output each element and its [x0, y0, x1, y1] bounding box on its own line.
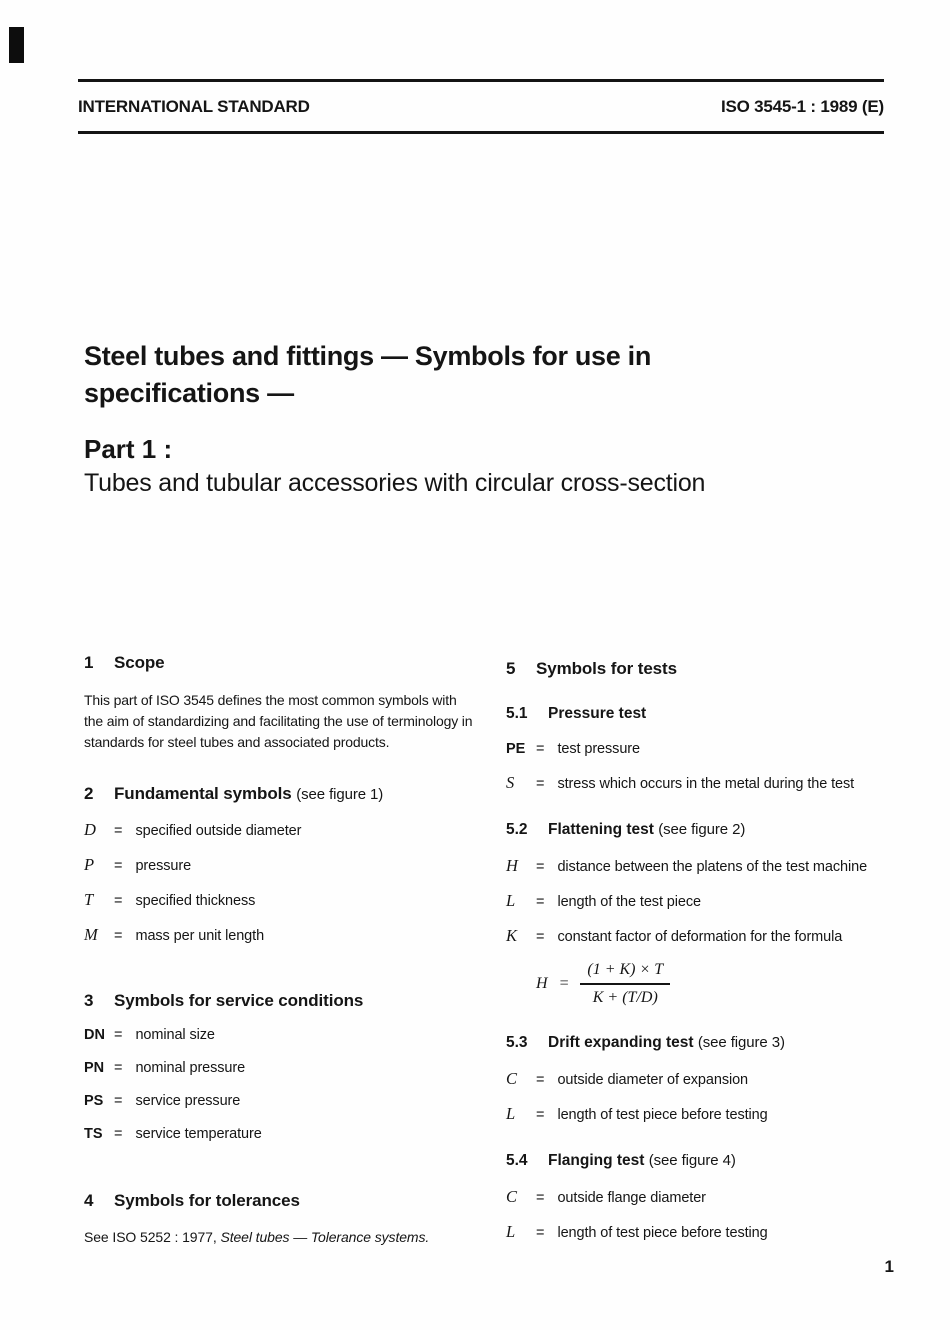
def-symbol: PS	[84, 1093, 104, 1109]
def-text: stress which occurs in the metal during the test	[557, 776, 855, 792]
def-symbol: P	[84, 855, 95, 874]
def-row	[506, 1069, 906, 1090]
def-text: distance between the platens of the test machine	[557, 859, 868, 875]
subsection-note: (see figure 2)	[658, 821, 746, 838]
section-note: (see figure 1)	[296, 786, 384, 803]
tolerance-reference	[84, 1229, 476, 1245]
subsection-title: Flattening test	[548, 821, 654, 838]
reference-italic-title: Steel tubes — Tolerance systems.	[220, 1229, 430, 1245]
subsection-heading-drift-expanding-test	[506, 1033, 906, 1053]
def-text: outside flange diameter	[557, 1190, 706, 1206]
def-symbol: K	[506, 926, 518, 945]
header-right-label: ISO 3545-1 : 1989 (E)	[720, 96, 884, 116]
def-symbol: S	[506, 773, 515, 792]
section-heading-fundamental	[84, 783, 476, 806]
def-text: outside diameter of expansion	[557, 1072, 749, 1088]
reference-plain-text: See ISO 5252 : 1977,	[84, 1229, 217, 1245]
def-symbol: L	[506, 1104, 516, 1123]
section-title: Symbols for tolerances	[114, 1191, 300, 1210]
equals-sign: =	[114, 1093, 123, 1109]
scope-paragraph: This part of ISO 3545 defines the most common symbols with the aim of standardizing and facilitating the use of terminology in standards for steel tubes and associated products.	[84, 692, 473, 750]
equals-sign: =	[536, 1107, 545, 1123]
def-symbol: L	[506, 891, 516, 910]
equals-sign: =	[114, 858, 123, 874]
column-right	[506, 652, 906, 1245]
def-symbol: C	[506, 1069, 518, 1088]
def-row	[506, 773, 906, 794]
equals-sign: =	[536, 894, 545, 910]
equals-sign: =	[114, 928, 123, 944]
def-row	[506, 926, 906, 947]
def-row	[506, 1222, 906, 1243]
column-left	[84, 652, 476, 1245]
def-text: length of the test piece	[557, 894, 701, 910]
section-title: Symbols for tests	[536, 659, 677, 678]
def-row	[84, 1092, 476, 1111]
equals-sign: =	[114, 1027, 123, 1043]
document-subtitle: Tubes and tubular accessories with circular cross-section	[84, 469, 706, 497]
subsection-number: 5.4	[506, 1152, 528, 1169]
def-text: nominal size	[135, 1027, 215, 1043]
def-symbol: PE	[506, 741, 526, 757]
def-text: nominal pressure	[135, 1060, 246, 1076]
document-title	[84, 338, 890, 412]
equals-sign: =	[114, 823, 123, 839]
equals-sign: =	[114, 1126, 123, 1142]
subsection-number: 5.3	[506, 1034, 528, 1051]
def-row	[84, 820, 476, 841]
def-text: length of test piece before testing	[557, 1107, 768, 1123]
def-symbol: H	[506, 856, 518, 875]
def-row	[506, 891, 906, 912]
def-text: length of test piece before testing	[557, 1225, 768, 1241]
formula-lhs: H	[536, 975, 548, 992]
page-number: 1	[884, 1257, 894, 1276]
subsection-number: 5.2	[506, 821, 528, 838]
def-symbol: C	[506, 1187, 518, 1206]
section-title: Fundamental symbols	[114, 784, 292, 803]
equals-sign: =	[536, 1190, 545, 1206]
section-title: Scope	[114, 653, 165, 672]
def-row	[84, 925, 476, 946]
section-heading-tolerances	[84, 1190, 476, 1212]
def-symbol: TS	[84, 1126, 103, 1142]
subsection-title: Flanging test	[548, 1152, 645, 1169]
section-number: 5	[506, 659, 516, 678]
def-text: pressure	[135, 858, 192, 874]
section-title: Symbols for service conditions	[114, 991, 364, 1010]
def-row	[84, 1059, 476, 1078]
section-number: 1	[84, 653, 94, 672]
part-heading: Part 1 :	[84, 434, 173, 464]
def-row	[506, 740, 906, 759]
def-text: service temperature	[135, 1126, 262, 1142]
def-symbol: L	[506, 1222, 516, 1241]
subsection-heading-flanging-test	[506, 1151, 906, 1171]
def-row	[84, 1026, 476, 1045]
page-header	[78, 79, 884, 134]
subsection-note: (see figure 3)	[697, 1034, 785, 1051]
def-text: constant factor of deformation for the formula	[557, 929, 843, 945]
two-column-body	[84, 652, 906, 1245]
subsection-title: Drift expanding test	[548, 1034, 694, 1051]
subsection-title: Pressure test	[548, 705, 647, 722]
equals-sign: =	[536, 1072, 545, 1088]
subsection-note: (see figure 4)	[648, 1152, 736, 1169]
section-number: 3	[84, 991, 94, 1010]
formula-denominator: K + (T/D)	[592, 989, 658, 1006]
section-heading-tests	[506, 658, 906, 680]
formula-fraction	[580, 961, 670, 1007]
def-row	[84, 890, 476, 911]
def-text: specified thickness	[135, 893, 256, 909]
section-number: 2	[84, 784, 94, 803]
subsection-number: 5.1	[506, 705, 528, 722]
def-row	[506, 1187, 906, 1208]
section-heading-service	[84, 990, 476, 1012]
equals-sign: =	[536, 741, 545, 757]
equals-sign: =	[536, 929, 545, 945]
def-symbol: D	[84, 820, 96, 839]
def-symbol: PN	[84, 1060, 105, 1076]
def-text: specified outside diameter	[135, 823, 302, 839]
def-row	[506, 1104, 906, 1125]
def-text: mass per unit length	[135, 928, 265, 944]
def-text: service pressure	[135, 1093, 241, 1109]
def-row	[84, 855, 476, 876]
def-row	[84, 1125, 476, 1144]
subsection-heading-flattening-test	[506, 820, 906, 840]
def-text: test pressure	[557, 741, 640, 757]
equals-sign: =	[114, 893, 123, 909]
flattening-formula	[536, 961, 906, 1007]
document-title-line1: Steel tubes and fittings — Symbols for use in	[84, 341, 652, 371]
section-heading-scope	[84, 652, 476, 674]
document-title-line2: specifications —	[84, 378, 294, 408]
subsection-heading-pressure-test	[506, 704, 906, 724]
section-number: 4	[84, 1191, 94, 1210]
def-symbol: T	[84, 890, 94, 909]
equals-sign: =	[536, 1225, 545, 1241]
scan-artifact-mark	[9, 27, 24, 63]
def-row	[506, 856, 906, 877]
formula-numerator: (1 + K) × T	[580, 961, 670, 985]
title-block	[84, 338, 890, 500]
equals-sign: =	[536, 776, 545, 792]
header-left-label: INTERNATIONAL STANDARD	[78, 96, 310, 116]
formula-equals-sign: =	[558, 975, 570, 992]
equals-sign: =	[536, 859, 545, 875]
equals-sign: =	[114, 1060, 123, 1076]
def-symbol: DN	[84, 1027, 105, 1043]
def-symbol: M	[84, 925, 98, 944]
